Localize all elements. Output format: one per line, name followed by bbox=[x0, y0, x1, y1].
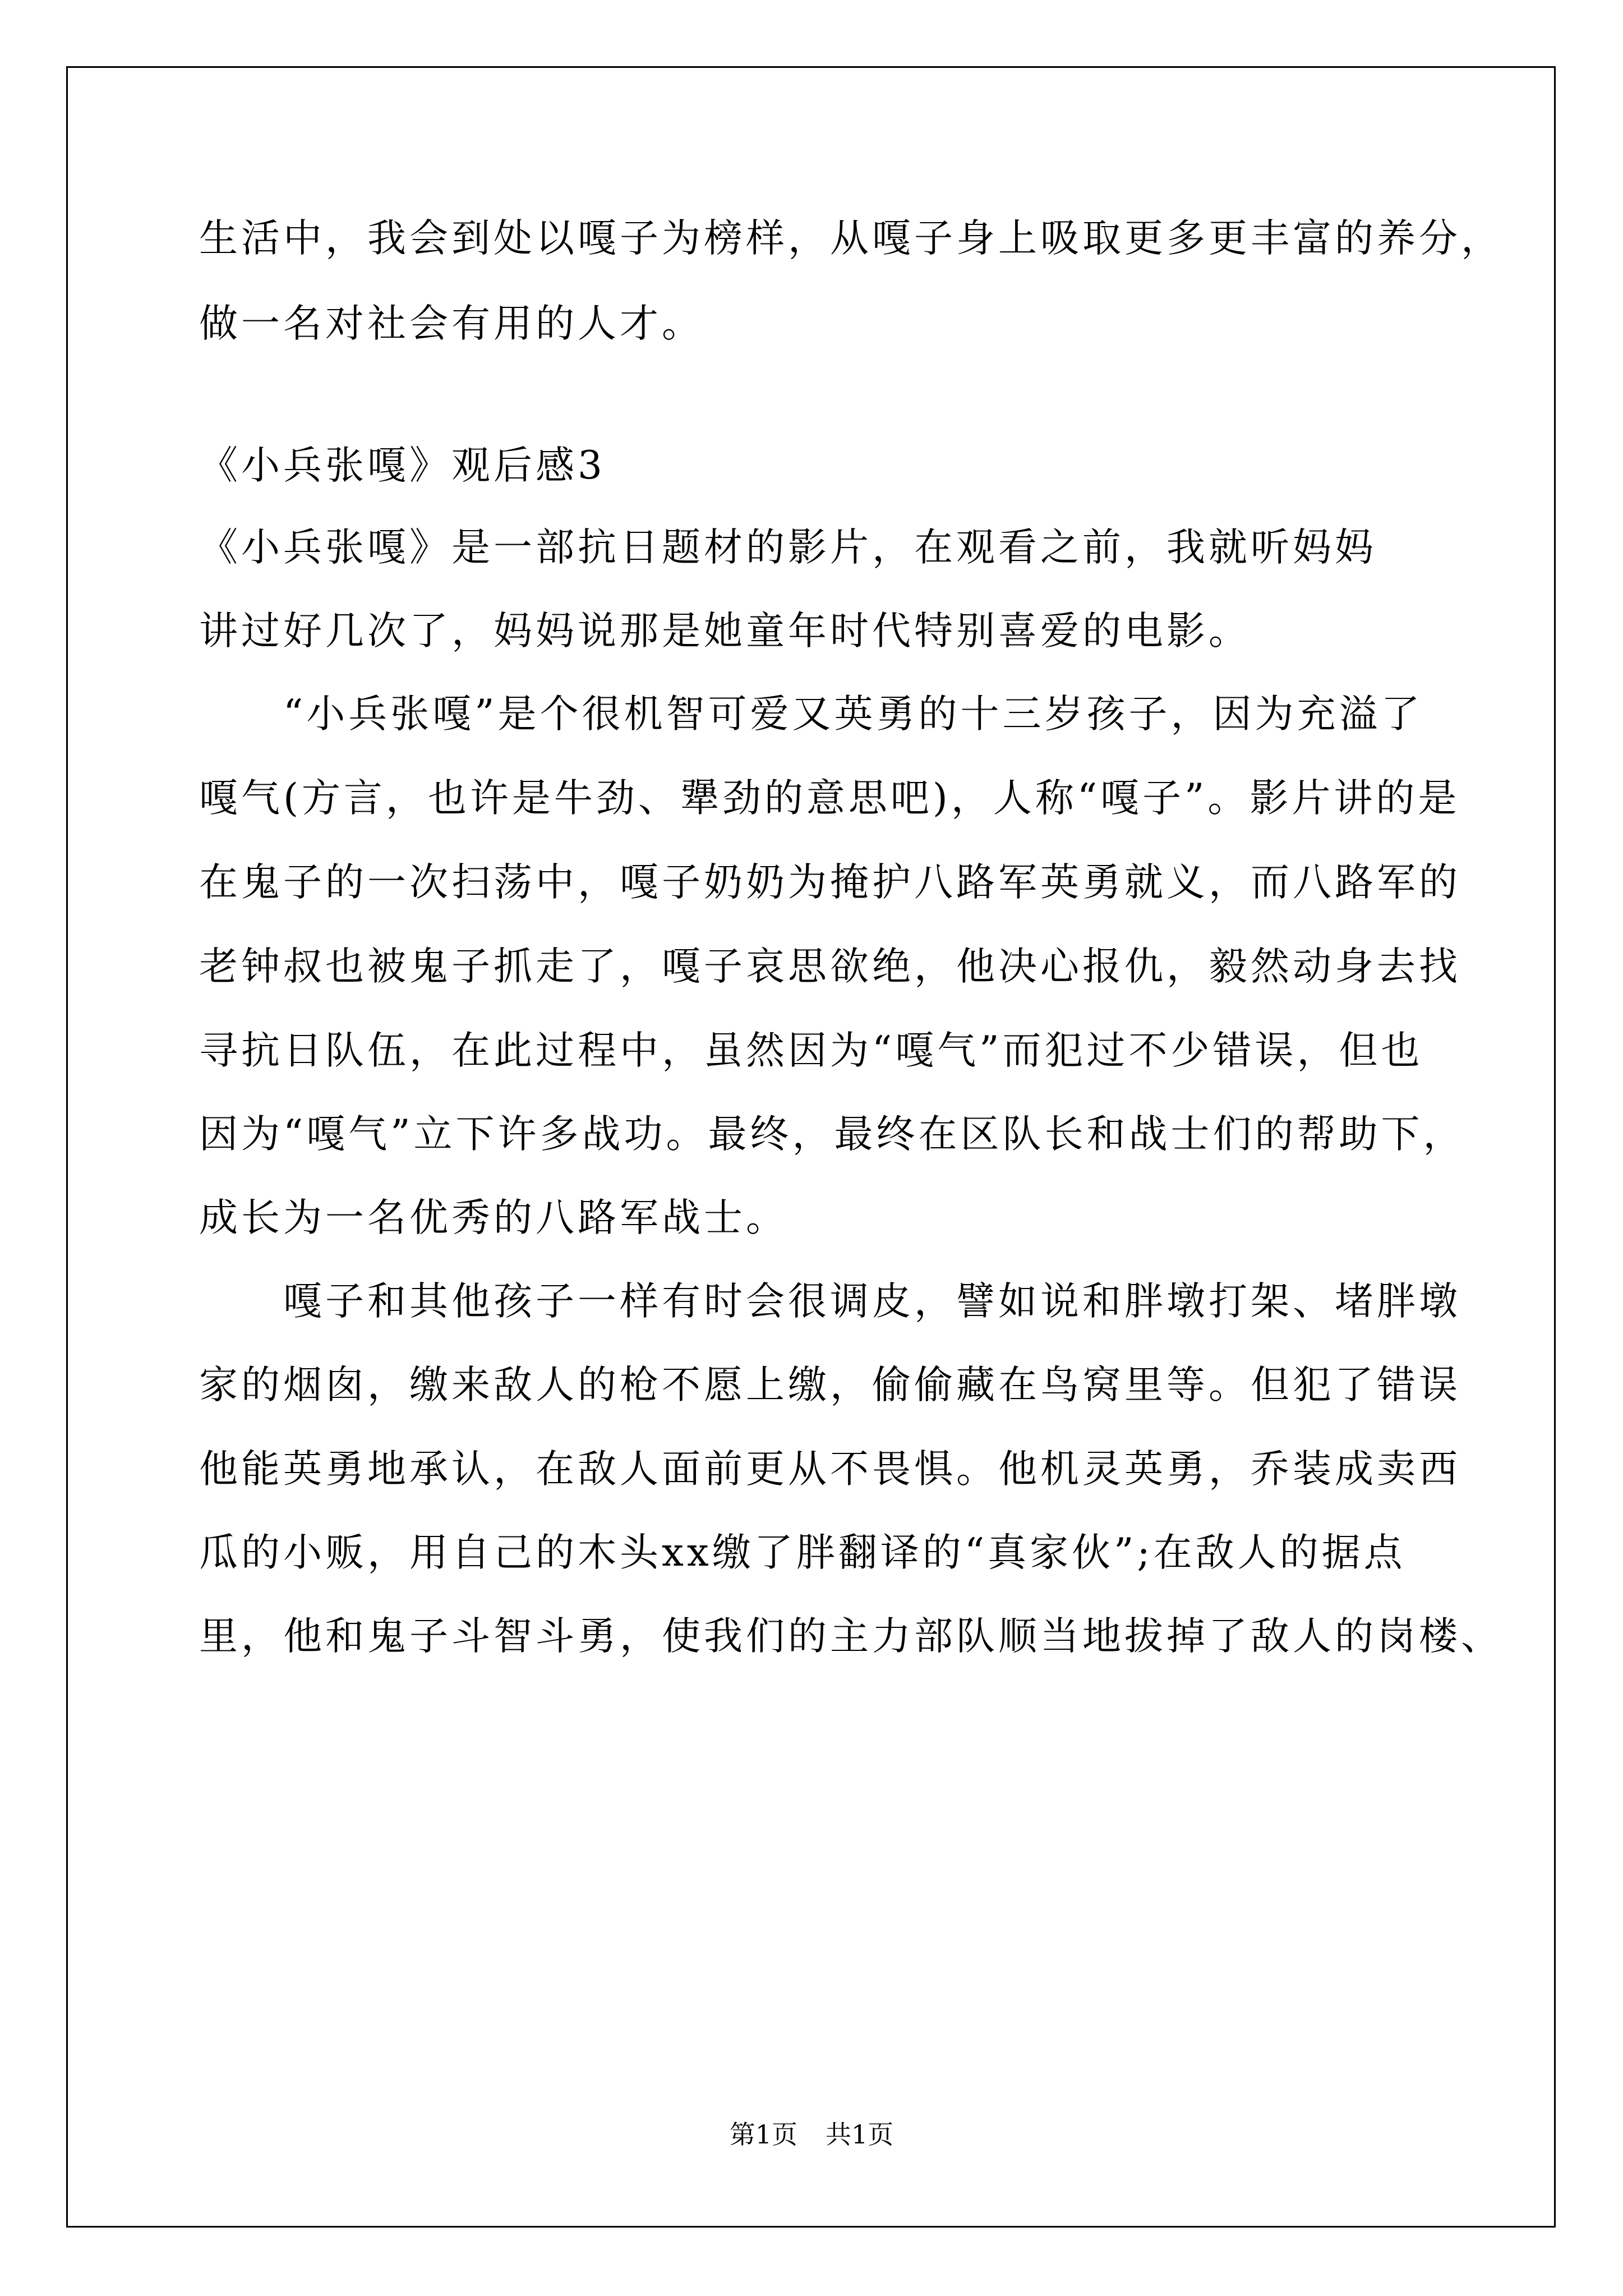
text-line: 嘎气(方言，也许是牛劲、犟劲的意思吧)，人称“嘎子”。影片讲的是 bbox=[199, 776, 1460, 821]
text-line: 在鬼子的一次扫荡中，嘎子奶奶为掩护八路军英勇就义，而八路军的 bbox=[199, 860, 1461, 905]
text-line: 《小兵张嘎》是一部抗日题材的影片，在观看之前，我就听妈妈 bbox=[199, 525, 1377, 570]
text-line: 家的烟囱，缴来敌人的枪不愿上缴，偷偷藏在鸟窝里等。但犯了错误 bbox=[199, 1363, 1461, 1407]
text-line: 因为“嘎气”立下许多战功。最终，最终在区队长和战士们的帮助下， bbox=[199, 1112, 1465, 1157]
text-line: 做一名对社会有用的人才。 bbox=[199, 301, 704, 346]
text-line: 寻抗日队伍，在此过程中，虽然因为“嘎气”而犯过不少错误，但也 bbox=[199, 1028, 1423, 1073]
text-line: “小兵张嘎”是个很机智可爱又英勇的十三岁孩子，因为充溢了 bbox=[283, 692, 1423, 737]
page-number-total: 共1页 bbox=[826, 2119, 894, 2150]
text-line: 老钟叔也被鬼子抓走了，嘎子哀思欲绝，他决心报仇，毅然动身去找 bbox=[199, 944, 1461, 989]
text-line: 嘎子和其他孩子一样有时会很调皮，譬如说和胖墩打架、堵胖墩 bbox=[283, 1279, 1461, 1324]
text-line: 讲过好几次了，妈妈说那是她童年时代特别喜爱的电影。 bbox=[199, 609, 1251, 654]
page-number-current: 第1页 bbox=[729, 2119, 797, 2150]
text-line: 里，他和鬼子斗智斗勇，使我们的主力部队顺当地拔掉了敌人的岗楼、 bbox=[199, 1614, 1503, 1659]
text-line: 成长为一名优秀的八路军战士。 bbox=[199, 1195, 788, 1240]
text-line: 生活中，我会到处以嘎子为榜样，从嘎子身上吸取更多更丰富的养分， bbox=[199, 216, 1503, 261]
section-heading: 《小兵张嘎》观后感3 bbox=[199, 443, 606, 488]
page-footer bbox=[0, 2120, 1623, 2148]
text-line: 他能英勇地承认，在敌人面前更从不畏惧。他机灵英勇，乔装成卖西 bbox=[199, 1447, 1461, 1492]
text-line: 瓜的小贩，用自己的木头xx缴了胖翻译的“真家伙”;在敌人的据点 bbox=[199, 1530, 1406, 1575]
